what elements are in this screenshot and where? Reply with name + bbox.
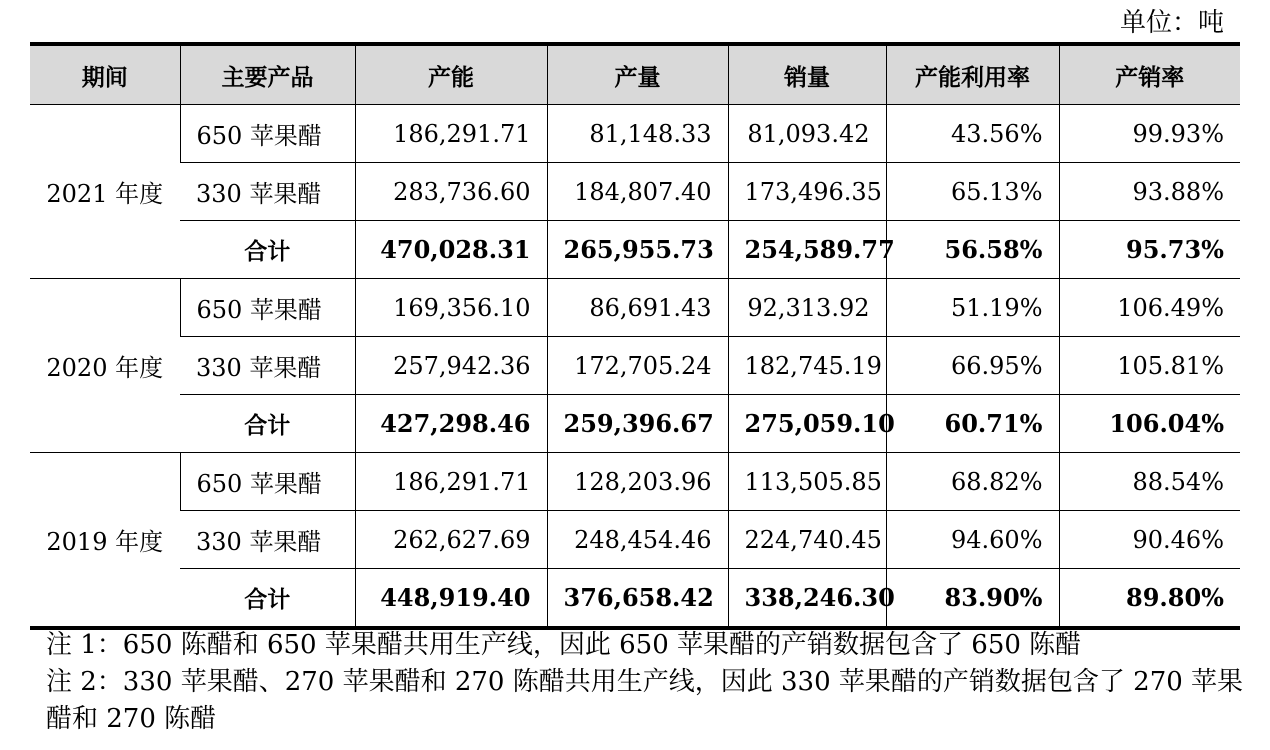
sales-cell: 254,589.77 bbox=[728, 221, 886, 279]
sales-rate-cell: 99.93% bbox=[1059, 105, 1240, 163]
output-cell: 86,691.43 bbox=[547, 279, 728, 337]
header-period: 期间 bbox=[30, 44, 180, 105]
output-cell: 376,658.42 bbox=[547, 569, 728, 629]
capacity-cell: 427,298.46 bbox=[355, 395, 547, 453]
period-cell: 2020 年度 bbox=[30, 279, 180, 453]
table-row bbox=[30, 453, 1240, 511]
product-cell: 650 苹果醋 bbox=[180, 453, 355, 511]
sales-cell: 182,745.19 bbox=[728, 337, 886, 395]
table-total-row bbox=[30, 395, 1240, 453]
table-header-row bbox=[30, 44, 1240, 105]
utilization-rate-cell: 51.19% bbox=[886, 279, 1059, 337]
header-output: 产量 bbox=[547, 44, 728, 105]
capacity-cell: 470,028.31 bbox=[355, 221, 547, 279]
table-row bbox=[30, 105, 1240, 163]
capacity-cell: 283,736.60 bbox=[355, 163, 547, 221]
output-cell: 81,148.33 bbox=[547, 105, 728, 163]
sales-rate-cell: 95.73% bbox=[1059, 221, 1240, 279]
utilization-rate-cell: 66.95% bbox=[886, 337, 1059, 395]
capacity-cell: 186,291.71 bbox=[355, 453, 547, 511]
utilization-rate-cell: 60.71% bbox=[886, 395, 1059, 453]
utilization-rate-cell: 56.58% bbox=[886, 221, 1059, 279]
table-total-row bbox=[30, 221, 1240, 279]
total-label-cell: 合计 bbox=[180, 395, 355, 453]
product-cell: 330 苹果醋 bbox=[180, 163, 355, 221]
table-row bbox=[30, 279, 1240, 337]
utilization-rate-cell: 65.13% bbox=[886, 163, 1059, 221]
sales-cell: 338,246.30 bbox=[728, 569, 886, 629]
sales-cell: 173,496.35 bbox=[728, 163, 886, 221]
capacity-cell: 169,356.10 bbox=[355, 279, 547, 337]
header-sales: 销量 bbox=[728, 44, 886, 105]
production-sales-table bbox=[30, 42, 1240, 630]
total-label-cell: 合计 bbox=[180, 221, 355, 279]
capacity-cell: 257,942.36 bbox=[355, 337, 547, 395]
product-cell: 650 苹果醋 bbox=[180, 279, 355, 337]
sales-rate-cell: 106.04% bbox=[1059, 395, 1240, 453]
table-row bbox=[30, 511, 1240, 569]
table-total-row bbox=[30, 569, 1240, 629]
sales-rate-cell: 106.49% bbox=[1059, 279, 1240, 337]
output-cell: 259,396.67 bbox=[547, 395, 728, 453]
product-cell: 650 苹果醋 bbox=[180, 105, 355, 163]
sales-cell: 81,093.42 bbox=[728, 105, 886, 163]
sales-cell: 113,505.85 bbox=[728, 453, 886, 511]
total-label-cell: 合计 bbox=[180, 569, 355, 629]
sales-rate-cell: 88.54% bbox=[1059, 453, 1240, 511]
output-cell: 265,955.73 bbox=[547, 221, 728, 279]
sales-rate-cell: 105.81% bbox=[1059, 337, 1240, 395]
sales-rate-cell: 90.46% bbox=[1059, 511, 1240, 569]
product-cell: 330 苹果醋 bbox=[180, 337, 355, 395]
sales-cell: 92,313.92 bbox=[728, 279, 886, 337]
note-2: 注 2：330 苹果醋、270 苹果醋和 270 陈醋共用生产线，因此 330 苹果醋的产销数据包含了 270 苹果醋和 270 陈醋 bbox=[46, 667, 1244, 734]
period-cell: 2021 年度 bbox=[30, 105, 180, 279]
utilization-rate-cell: 94.60% bbox=[886, 511, 1059, 569]
utilization-rate-cell: 83.90% bbox=[886, 569, 1059, 629]
output-cell: 172,705.24 bbox=[547, 337, 728, 395]
sales-cell: 224,740.45 bbox=[728, 511, 886, 569]
header-utilization-rate: 产能利用率 bbox=[886, 44, 1059, 105]
sales-rate-cell: 93.88% bbox=[1059, 163, 1240, 221]
period-cell: 2019 年度 bbox=[30, 453, 180, 629]
output-cell: 128,203.96 bbox=[547, 453, 728, 511]
utilization-rate-cell: 68.82% bbox=[886, 453, 1059, 511]
product-cell: 330 苹果醋 bbox=[180, 511, 355, 569]
note-1: 注 1：650 陈醋和 650 苹果醋共用生产线，因此 650 苹果醋的产销数据包含了 650 陈醋 bbox=[46, 630, 1082, 660]
capacity-cell: 448,919.40 bbox=[355, 569, 547, 629]
header-product: 主要产品 bbox=[180, 44, 355, 105]
unit-label: 单位：吨 bbox=[1119, 8, 1224, 38]
output-cell: 248,454.46 bbox=[547, 511, 728, 569]
header-capacity: 产能 bbox=[355, 44, 547, 105]
table-row bbox=[30, 163, 1240, 221]
table-notes bbox=[46, 627, 1246, 738]
utilization-rate-cell: 43.56% bbox=[886, 105, 1059, 163]
sales-cell: 275,059.10 bbox=[728, 395, 886, 453]
capacity-cell: 186,291.71 bbox=[355, 105, 547, 163]
output-cell: 184,807.40 bbox=[547, 163, 728, 221]
capacity-cell: 262,627.69 bbox=[355, 511, 547, 569]
sales-rate-cell: 89.80% bbox=[1059, 569, 1240, 629]
header-sales-rate: 产销率 bbox=[1059, 44, 1240, 105]
table-row bbox=[30, 337, 1240, 395]
